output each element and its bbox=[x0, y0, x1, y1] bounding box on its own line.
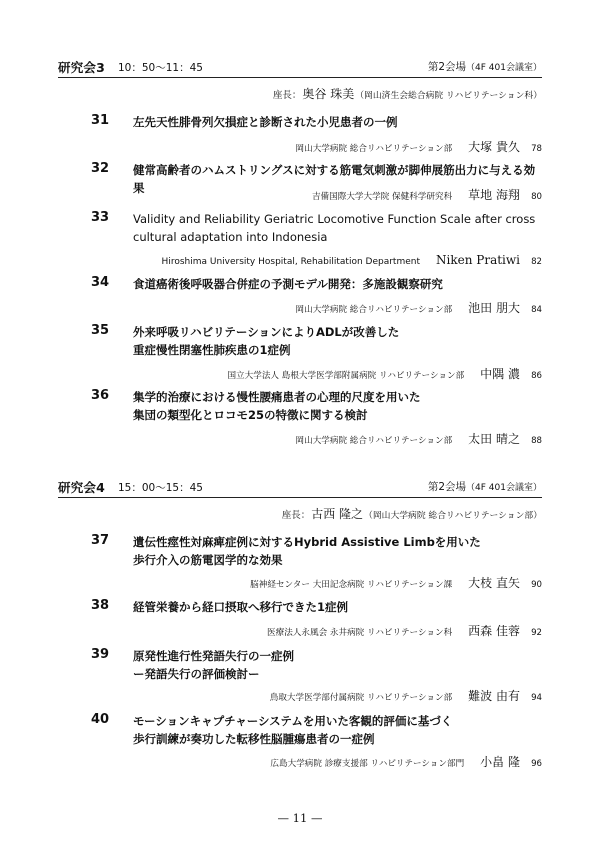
entry-number: 38 bbox=[91, 598, 110, 613]
entry-number: 34 bbox=[91, 275, 110, 290]
entry-affiliation: 国立大学法人 島根大学医学部附属病院 リハビリテーション部 bbox=[227, 371, 465, 381]
session-chair bbox=[58, 503, 542, 525]
entry-author: 太田 晴之 bbox=[468, 432, 520, 446]
session-block bbox=[58, 58, 542, 446]
entry-affiliation: 岡山大学病院 総合リハビリテーション部 bbox=[295, 144, 453, 154]
entry-author: Niken Pratiwi bbox=[436, 253, 520, 267]
entry-meta bbox=[270, 751, 542, 767]
entry-page: 92 bbox=[531, 628, 542, 638]
entry-title-line: 原発性進行性発語失行の一症例 bbox=[133, 649, 294, 663]
entry-title bbox=[133, 648, 543, 683]
entry-title bbox=[133, 276, 543, 294]
entry-title bbox=[133, 211, 543, 246]
entry-title-line: cultural adaptation into Indonesia bbox=[133, 229, 328, 244]
entry-page: 80 bbox=[531, 192, 542, 202]
entry-page: 78 bbox=[531, 144, 542, 154]
entry-page: 96 bbox=[531, 759, 542, 769]
entry-title-line: 経管栄養から経口摂取へ移行できた1症例 bbox=[133, 600, 348, 614]
venue-main: 第2会場 bbox=[427, 61, 467, 73]
entry-author: 草地 海翔 bbox=[468, 188, 520, 202]
entry-author: 難波 由有 bbox=[468, 689, 520, 703]
entry-meta bbox=[296, 297, 542, 313]
entry-title-line: 集団の類型化とロコモ25の特徴に関する検討 bbox=[133, 407, 368, 422]
chair-label: 座長： bbox=[281, 510, 311, 521]
entry-author: 中隅 濃 bbox=[480, 367, 520, 381]
entry-author: 池田 朋大 bbox=[468, 301, 520, 315]
page-number: — 11 — bbox=[277, 811, 323, 825]
entry-affiliation: Hiroshima University Hospital, Rehabilitation Department bbox=[161, 257, 420, 267]
session-venue bbox=[428, 59, 542, 74]
entry-title-line: 左先天性腓骨列欠損症と診断された小児患者の一例 bbox=[133, 115, 398, 129]
entry-meta bbox=[296, 136, 542, 152]
session-header bbox=[58, 58, 542, 76]
session-chair bbox=[58, 83, 542, 105]
session-name: 研究会4 bbox=[58, 480, 105, 495]
entry-page: 90 bbox=[531, 580, 542, 590]
chair-name: 古西 隆之 bbox=[311, 507, 364, 521]
entry-meta bbox=[162, 249, 542, 265]
entry-meta bbox=[250, 572, 542, 588]
entry-title bbox=[133, 114, 543, 132]
entry-title bbox=[133, 389, 543, 424]
session-time: 10：50〜11：45 bbox=[118, 62, 203, 74]
entry-title bbox=[133, 599, 543, 617]
entry-author: 小畠 隆 bbox=[480, 755, 520, 769]
session-header bbox=[58, 478, 542, 496]
entry-page: 84 bbox=[531, 305, 542, 315]
entry-number: 33 bbox=[91, 210, 110, 225]
entry-title-line: 重症慢性閉塞性肺疾患の1症例 bbox=[133, 342, 291, 357]
entry-number: 40 bbox=[91, 712, 110, 727]
entry-author: 西森 佳蓉 bbox=[468, 624, 520, 638]
entry-affiliation: 広島大学病院 診療支援部 リハビリテーション部門 bbox=[270, 759, 465, 769]
entry-number: 39 bbox=[91, 647, 110, 662]
entry-title-line: 遺伝性痙性対麻痺症例に対するHybrid Assistive Limbを用いた bbox=[133, 535, 481, 549]
entry-meta bbox=[296, 428, 542, 444]
session-venue bbox=[428, 479, 542, 494]
session-name: 研究会3 bbox=[58, 60, 105, 75]
entry-affiliation: 吉備国際大学大学院 保健科学研究科 bbox=[311, 192, 453, 202]
session-divider bbox=[58, 497, 542, 498]
entry-meta bbox=[270, 685, 542, 701]
entry-affiliation: 脳神経センター 大田記念病院 リハビリテーション課 bbox=[250, 580, 453, 590]
venue-detail: （4F 401会議室） bbox=[466, 483, 542, 493]
entry-number: 37 bbox=[91, 533, 110, 548]
entry-affiliation: 岡山大学病院 総合リハビリテーション部 bbox=[295, 436, 453, 446]
entry-number: 32 bbox=[91, 161, 110, 176]
entry-affiliation: 鳥取大学医学部付属病院 リハビリテーション部 bbox=[269, 693, 453, 703]
entry-title bbox=[133, 713, 543, 748]
entry-page: 86 bbox=[531, 371, 542, 381]
venue-main: 第2会場 bbox=[427, 481, 467, 493]
entry-title-line: 健常高齢者のハムストリングスに対する筋電気刺激が脚伸展筋出力に与える効果 bbox=[133, 163, 536, 195]
entry-number: 36 bbox=[91, 388, 110, 403]
entry-page: 88 bbox=[531, 436, 542, 446]
entry-title bbox=[133, 324, 543, 359]
entry-affiliation: 岡山大学病院 総合リハビリテーション部 bbox=[295, 305, 453, 315]
session-divider bbox=[58, 77, 542, 78]
entry-title-line: ー発語失行の評価検討ー bbox=[133, 666, 260, 681]
entry-author: 大塚 貴久 bbox=[468, 140, 520, 154]
entry-meta bbox=[312, 184, 542, 200]
entry-title-line: 外来呼吸リハビリテーションによりADLが改善した bbox=[133, 325, 400, 339]
entry-title-line: 食道癌術後呼吸器合併症の予測モデル開発：多施設観察研究 bbox=[133, 277, 443, 291]
entry-number: 31 bbox=[91, 113, 110, 128]
entry-title-line: 歩行訓練が奏功した転移性脳腫瘍患者の一症例 bbox=[133, 731, 375, 746]
chair-affiliation: （岡山大学病院 総合リハビリテーション部） bbox=[364, 511, 542, 521]
entry-meta bbox=[267, 620, 542, 636]
chair-affiliation: （岡山済生会総合病院 リハビリテーション科） bbox=[355, 91, 542, 101]
entry-title-line: モーションキャプチャーシステムを用いた客観的評価に基づく bbox=[133, 714, 453, 728]
session-block bbox=[58, 478, 542, 769]
chair-name: 奥谷 珠美 bbox=[302, 87, 355, 101]
entry-number: 35 bbox=[91, 323, 110, 338]
entry-title-line: Validity and Reliability Geriatric Locomotive Function Scale after cross bbox=[133, 212, 536, 226]
entry-title-line: 歩行介入の筋電図学的な効果 bbox=[133, 552, 283, 567]
entry-page: 94 bbox=[531, 693, 542, 703]
entry-page: 82 bbox=[531, 257, 542, 267]
entry-author: 大枝 直矢 bbox=[468, 576, 520, 590]
entry-title bbox=[133, 534, 543, 569]
session-time: 15：00〜15：45 bbox=[118, 482, 203, 494]
chair-label: 座長： bbox=[272, 90, 302, 101]
venue-detail: （4F 401会議室） bbox=[466, 63, 542, 73]
entry-affiliation: 医療法人永風会 永井病院 リハビリテーション科 bbox=[267, 628, 453, 638]
entry-title-line: 集学的治療における慢性腰痛患者の心理的尺度を用いた bbox=[133, 390, 421, 404]
entry-meta bbox=[227, 363, 542, 379]
